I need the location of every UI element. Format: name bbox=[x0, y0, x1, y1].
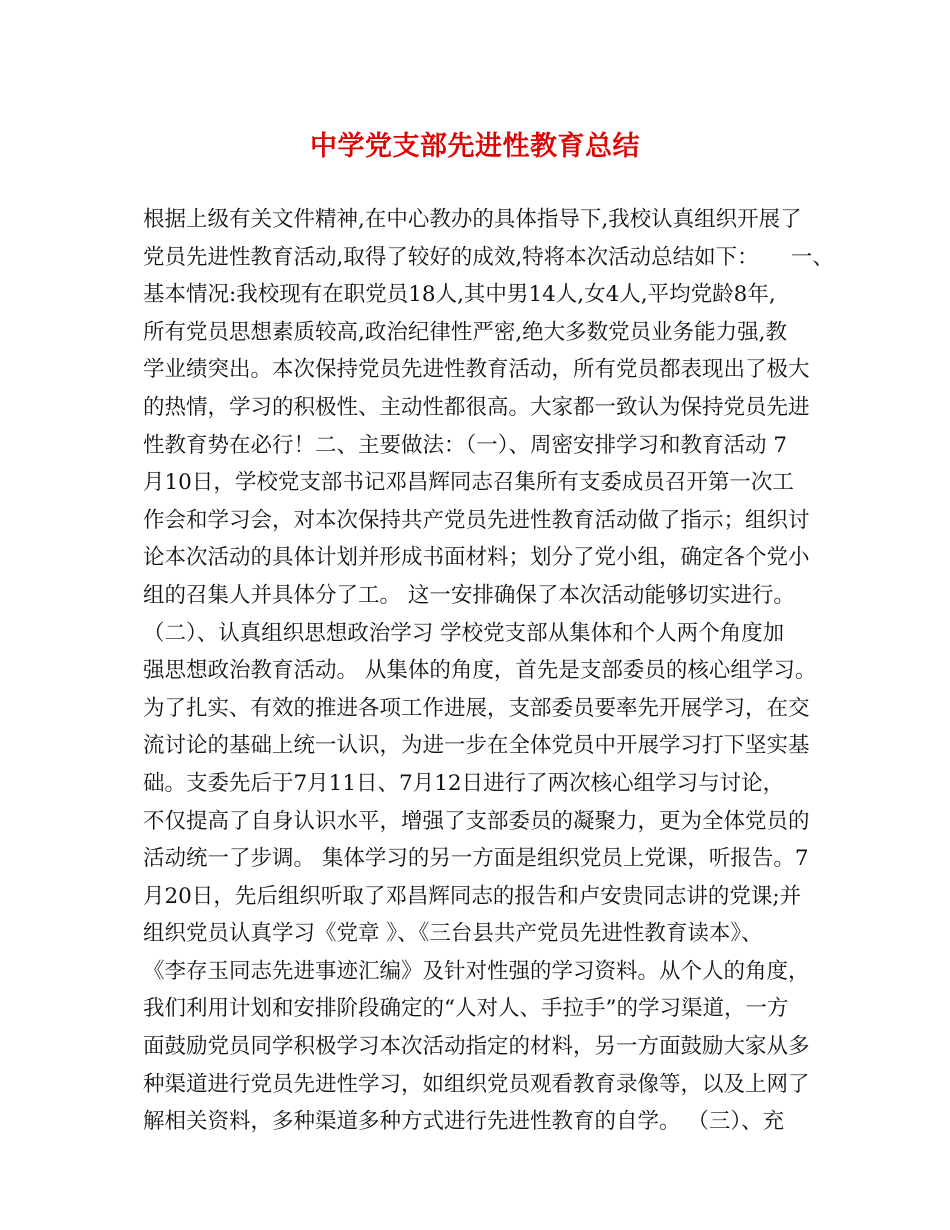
body-line: 面鼓励党员同学积极学习本次活动指定的材料，另一方面鼓励大家从多 bbox=[143, 1034, 810, 1060]
body-line: 流讨论的基础上统一认识，为进一步在全体党员中开展学习打下坚实基 bbox=[143, 733, 810, 759]
body-line: 《李存玉同志先进事迹汇编》及针对性强的学习资料。从个人的角度， bbox=[143, 958, 810, 984]
body-line: 作会和学习会，对本次保持共产党员先进性教育活动做了指示；组织讨 bbox=[143, 507, 810, 533]
body-line: 所有党员思想素质较高,政治纪律性严密,绝大多数党员业务能力强,教 bbox=[143, 319, 788, 345]
body-line: 活动统一了步调。 集体学习的另一方面是组织党员上党课，听报告。7 bbox=[143, 846, 809, 872]
body-line: 础。支委先后于7月11日、7月12日进行了两次核心组学习与讨论， bbox=[143, 770, 785, 796]
document-title: 中学党支部先进性教育总结 bbox=[310, 131, 640, 162]
body-line: 的热情，学习的积极性、主动性都很高。大家都一致认为保持党员先进 bbox=[143, 394, 810, 420]
body-line: 种渠道进行党员先进性学习，如组织党员观看教育录像等，以及上网了 bbox=[143, 1071, 810, 1097]
body-line: 党员先进性教育活动,取得了较好的成效,特将本次活动总结如下： 一、 bbox=[143, 244, 834, 270]
body-line: 基本情况:我校现有在职党员18人,其中男14人,女4人,平均党龄8年, bbox=[143, 282, 776, 308]
body-line: 强思想政治教育活动。 从集体的角度，首先是支部委员的核心组学习。 bbox=[143, 658, 817, 684]
body-line: 组织党员认真学习《党章 》、《三台县共产党员先进性教育读本》、 bbox=[143, 921, 763, 947]
document-body bbox=[143, 201, 843, 1141]
body-line: 月20日，先后组织听取了邓昌辉同志的报告和卢安贵同志讲的党课;并 bbox=[143, 883, 802, 909]
body-line: 根据上级有关文件精神,在中心教办的具体指导下,我校认真组织开展了 bbox=[143, 207, 802, 232]
body-line: 解相关资料，多种渠道多种方式进行先进性教育的自学。 （三）、充 bbox=[143, 1109, 785, 1135]
body-line: 不仅提高了自身认识水平，增强了支部委员的凝聚力，更为全体党员的 bbox=[143, 808, 810, 834]
body-line: 组的召集人并具体分了工。 这一安排确保了本次活动能够切实进行。 bbox=[143, 582, 795, 608]
body-line: 为了扎实、有效的推进各项工作进展，支部委员要率先开展学习，在交 bbox=[143, 695, 810, 721]
body-line: 学业绩突出。本次保持党员先进性教育活动，所有党员都表现出了极大 bbox=[143, 357, 810, 383]
body-line: （二）、认真组织思想政治学习 学校党支部从集体和个人两个角度加 bbox=[143, 620, 785, 646]
body-line: 月10日，学校党支部书记邓昌辉同志召集所有支委成员召开第一次工 bbox=[143, 470, 794, 496]
body-line: 我们利用计划和安排阶段确定的“人对人、手拉手”的学习渠道，一方 bbox=[143, 996, 789, 1022]
body-line: 论本次活动的具体计划并形成书面材料；划分了党小组，确定各个党小 bbox=[143, 545, 810, 571]
body-line: 性教育势在必行！二、主要做法：（一）、周密安排学习和教育活动 7 bbox=[143, 432, 788, 458]
